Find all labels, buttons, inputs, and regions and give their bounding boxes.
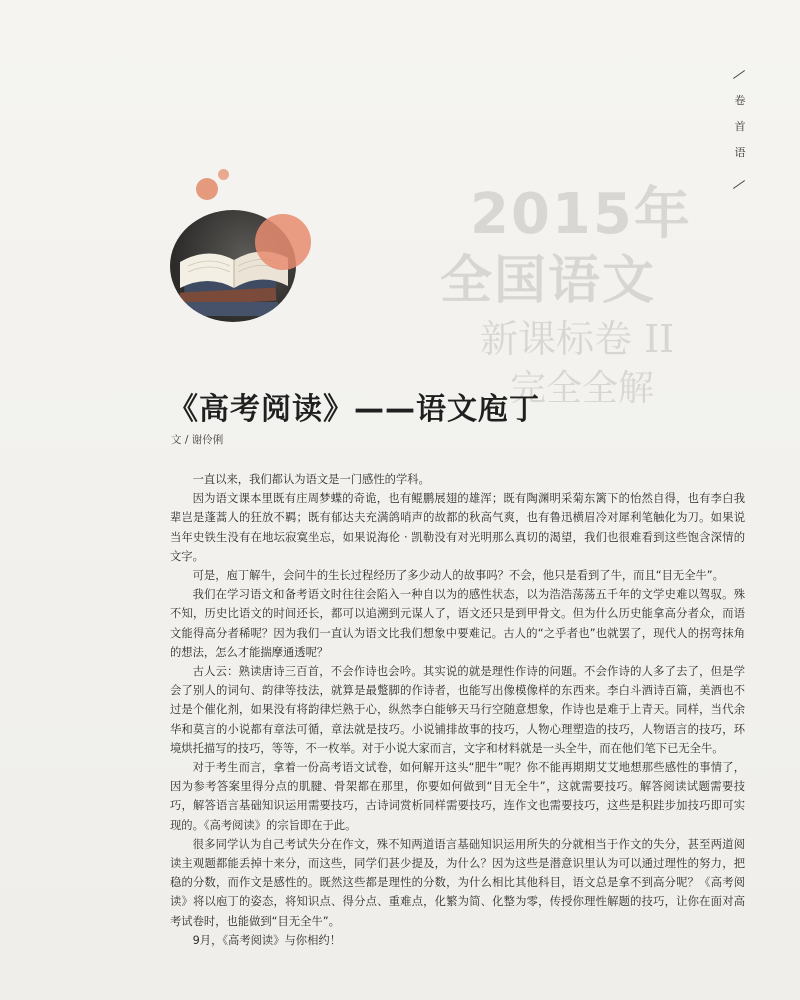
decor-dot-large [255, 214, 311, 270]
paragraph: 很多同学认为自己考试失分在作文，殊不知两道语言基础知识运用所失的分就相当于作文的失分，甚至两道阅读主观题都能丢掉十来分，而这些，同学们甚少提及，为什么？因为这些是潜意识里认为可以通过理性的努力，把稳的分数，而作文是感性的。既然这些都是理性的分数，为什么相比其他科目，语文总是拿不到高分呢？《高考阅读》将以庖丁的姿态，将知识点、得分点、重难点，化繁为简、化整为零，传授你理性解题的技巧，让你在面对高考试卷时，也能做到“目无全牛”。 [170, 837, 745, 928]
ghost-line: 完全全解 [510, 368, 655, 409]
ghost-line: 全国语文 [440, 251, 657, 311]
paragraph: 对于考生而言，拿着一份高考语文试卷，如何解开这头“肥牛”呢？你不能再期期艾艾地想那些感性的事情了，因为参考答案里得分点的肌腱、骨架都在那里，你要如何做到“目无全牛”，这就需要技巧。解答阅读试题需要技巧，解答语言基础知识运用需要技巧，古诗词赏析同样需要技巧，连作文也需要技巧，这些是积跬步加技巧即可实现的。《高考阅读》的宗旨即在于此。 [170, 761, 745, 832]
article-byline: 文 / 谢伶俐 [171, 434, 224, 446]
article-body [170, 470, 745, 950]
section-tag [720, 68, 760, 198]
section-tag-char: 首 [734, 120, 746, 133]
decor-dot-small [218, 169, 229, 180]
paragraph: 我们在学习语文和备考语文时往往会陷入一种自以为的感性状态，以为浩浩荡荡五千年的文学史难以驾驭。殊不知，历史比语文的时间还长，都可以追溯到元谋人了，语文还只是到甲骨文。但为什么历史能拿高分者众，而语文能得高分者稀呢？因为我们一直认为语文比我们想象中要难记。古人的“之乎者也”也就罢了，现代人的拐弯抹角的想法，怎么才能揣摩通透呢？ [170, 588, 745, 659]
show-through-cover [440, 150, 700, 480]
section-tag-text [732, 88, 748, 166]
decor-dot-medium [196, 178, 218, 200]
paragraph: 可是，庖丁解牛，会问牛的生长过程经历了多少动人的故事吗？不会，他只是看到了牛，而且“目无全牛”。 [192, 569, 724, 583]
ghost-line: 新课标卷 II [480, 317, 675, 361]
tag-slash-top [733, 70, 745, 79]
paragraph: 一直以来，我们都认为语文是一门感性的学科。 [192, 473, 430, 486]
section-tag-char: 语 [734, 146, 746, 159]
paragraph: 9月，《高考阅读》与你相约！ [192, 933, 341, 947]
paragraph: 古人云：熟读唐诗三百首，不会作诗也会吟。其实说的就是理性作诗的问题。不会作诗的人多了去了，但是学会了别人的词句、韵律等技法，就算是最蹩脚的作诗者，也能写出像模像样的东西来。李白斗酒诗百篇，美酒也不过是个催化剂，如果没有将韵律烂熟于心，纵然李白能够天马行空随意想象，作诗也是难于上青天。同样，当代余华和莫言的小说都有章法可循，章法就是技巧。小说铺排故事的技巧，人物心理塑造的技巧，人物语言的技巧，环境烘托描写的技巧，等等，不一枚举。对于小说大家而言，文字和材料就是一头全牛，而在他们笔下已无全牛。 [170, 665, 745, 755]
tag-slash-bottom [733, 180, 745, 189]
paragraph: 因为语文课本里既有庄周梦蝶的奇诡，也有鲲鹏展翅的雄浑；既有陶渊明采菊东篱下的怡然自得，也有李白我辈岂是蓬蒿人的狂放不羁；既有郁达夫充满鸽哨声的故都的秋高气爽，也有鲁迅横眉冷对犀利笔触化为刀。如果说当年史铁生没有在地坛寂寞坐忘，如果说海伦 · 凯勒没有对光明那么真切的渴望，我们也很难看到这些饱含深情的文字。 [170, 492, 745, 563]
article-title: 《高考阅读》——语文庖丁 [168, 392, 540, 427]
ghost-line: 2015年 [470, 182, 692, 247]
section-tag-char: 卷 [734, 94, 746, 107]
